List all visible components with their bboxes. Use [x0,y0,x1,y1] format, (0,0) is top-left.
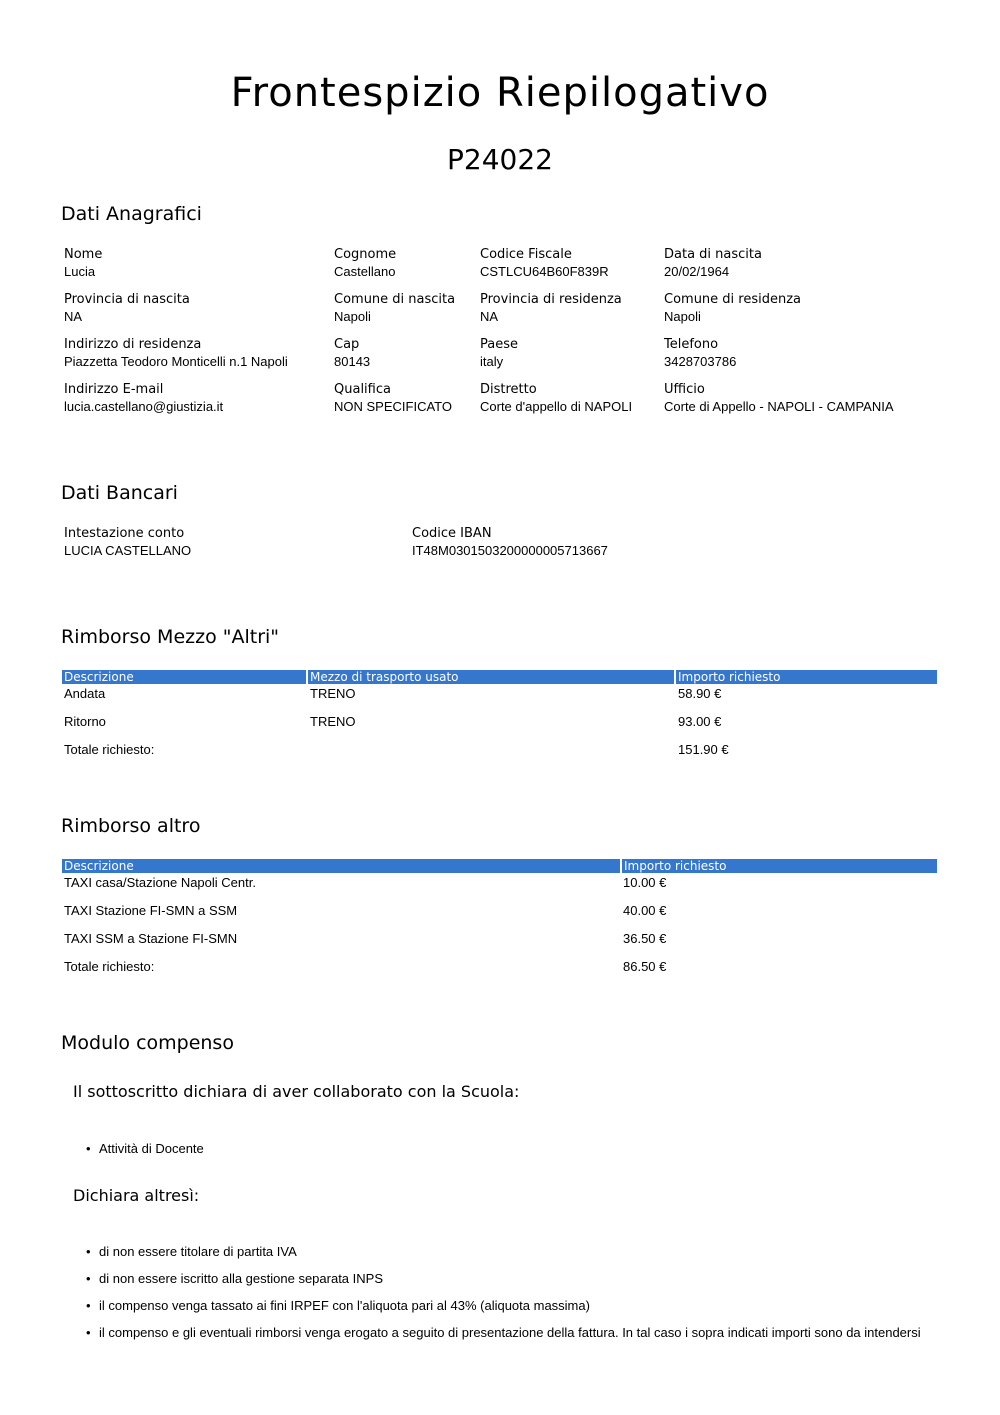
cell-importo: 36.50 € [623,931,667,946]
field-label: Indirizzo E-mail [64,382,164,397]
total-label: Totale richiesto: [64,742,155,757]
table-header-mezzo-altri [62,670,937,684]
field-label: Data di nascita [664,247,762,262]
field-value: IT48M0301503200000005713667 [412,543,608,558]
bullet-icon: • [86,1298,91,1313]
field-ufficio [664,381,894,415]
cell-mezzo: TRENO [310,686,356,701]
field-nome [64,246,102,280]
field-label: Provincia di residenza [480,292,622,307]
field-value: Lucia [64,264,96,279]
field-email [64,381,223,415]
field-value: Corte d'appello di NAPOLI [480,399,633,414]
cell-importo: 40.00 € [623,903,667,918]
column-header-descrizione: Descrizione [62,859,620,873]
total-label: Totale richiesto: [64,959,155,974]
field-comune-residenza [664,291,801,325]
field-value: NA [480,309,499,324]
cell-importo: 10.00 € [623,875,667,890]
list-item [86,1298,590,1313]
section-title-rimborso-altro: Rimborso altro [61,815,201,837]
field-cap [334,336,370,370]
list-item-text: di non essere iscritto alla gestione separata INPS [99,1271,383,1286]
list-item [86,1244,297,1259]
field-provincia-residenza [480,291,622,325]
cell-importo: 58.90 € [678,686,722,701]
cell-mezzo: TRENO [310,714,356,729]
field-paese [480,336,518,370]
section-title-anagrafica: Dati Anagrafici [61,203,202,225]
field-value: Piazzetta Teodoro Monticelli n.1 Napoli [64,354,288,369]
field-distretto [480,381,632,415]
bullet-icon: • [86,1271,91,1286]
table-header-rimborso-altro [62,859,937,873]
column-header-descrizione: Descrizione [62,670,306,684]
field-label: Telefono [664,337,719,352]
cell-descrizione: TAXI SSM a Stazione FI-SMN [64,931,238,946]
field-provincia-nascita [64,291,190,325]
field-indirizzo [64,336,288,370]
field-label: Codice Fiscale [480,247,572,262]
field-value: Napoli [334,309,371,324]
list-item-text: di non essere titolare di partita IVA [99,1244,297,1259]
column-header-importo: Importo richiesto [676,670,937,684]
field-value: Castellano [334,264,396,279]
field-value: Corte di Appello - NAPOLI - CAMPANIA [664,399,894,414]
field-label: Comune di residenza [664,292,802,307]
cell-descrizione: TAXI Stazione FI-SMN a SSM [64,903,238,918]
cell-descrizione: Ritorno [64,714,106,729]
cell-descrizione: Andata [64,686,106,701]
list-item-text: il compenso e gli eventuali rimborsi venga erogato a seguito di presentazione della fattura. In tal caso i sopra indicati importi sono da intendersi [99,1325,921,1340]
field-label: Distretto [480,382,537,397]
field-telefono [664,336,736,370]
list-item [86,1325,921,1340]
request-code: P24022 [447,143,553,176]
field-value: 20/02/1964 [664,264,730,279]
field-codice-fiscale [480,246,609,280]
list-item-text: il compenso venga tassato ai fini IRPEF con l'aliquota pari al 43% (aliquota massima) [99,1298,590,1313]
field-value: NA [64,309,83,324]
field-label: Comune di nascita [334,292,456,307]
bullet-icon: • [86,1325,91,1340]
field-cognome [334,246,396,280]
field-value: 3428703786 [664,354,737,369]
section-title-compenso: Modulo compenso [61,1032,234,1054]
field-value: 80143 [334,354,371,369]
field-label: Ufficio [664,382,705,397]
field-value: LUCIA CASTELLANO [64,543,192,558]
list-item-text: Attività di Docente [99,1141,204,1156]
total-value: 86.50 € [623,959,667,974]
compenso-intro: Il sottoscritto dichiara di aver collaborato con la Scuola: [73,1082,520,1101]
dichiara-title: Dichiara altresì: [73,1186,200,1205]
field-intestazione-conto [64,525,191,559]
field-data-nascita [664,246,762,280]
field-qualifica [334,381,452,415]
column-header-mezzo: Mezzo di trasporto usato [308,670,674,684]
field-value: Napoli [664,309,701,324]
field-value: NON SPECIFICATO [334,399,452,414]
section-title-bancari: Dati Bancari [61,482,178,504]
field-label: Nome [64,247,103,262]
field-label: Provincia di nascita [64,292,190,307]
field-value: italy [480,354,504,369]
bullet-icon: • [86,1141,91,1156]
field-label: Paese [480,337,518,352]
field-value: CSTLCU64B60F839R [480,264,609,279]
page-title: Frontespizio Riepilogativo [230,70,770,116]
field-value: lucia.castellano@giustizia.it [64,399,224,414]
field-iban [412,525,608,559]
list-item [86,1141,204,1156]
field-label: Codice IBAN [412,526,492,541]
total-value: 151.90 € [678,742,729,757]
field-comune-nascita [334,291,455,325]
field-label: Qualifica [334,382,391,397]
bullet-icon: • [86,1244,91,1259]
cell-importo: 93.00 € [678,714,722,729]
field-label: Cognome [334,247,397,262]
section-title-mezzo-altri: Rimborso Mezzo "Altri" [61,626,280,648]
field-label: Indirizzo di residenza [64,337,202,352]
field-label: Intestazione conto [64,526,185,541]
field-label: Cap [334,337,360,352]
column-header-importo: Importo richiesto [622,859,937,873]
list-item [86,1271,383,1286]
cell-descrizione: TAXI casa/Stazione Napoli Centr. [64,875,256,890]
